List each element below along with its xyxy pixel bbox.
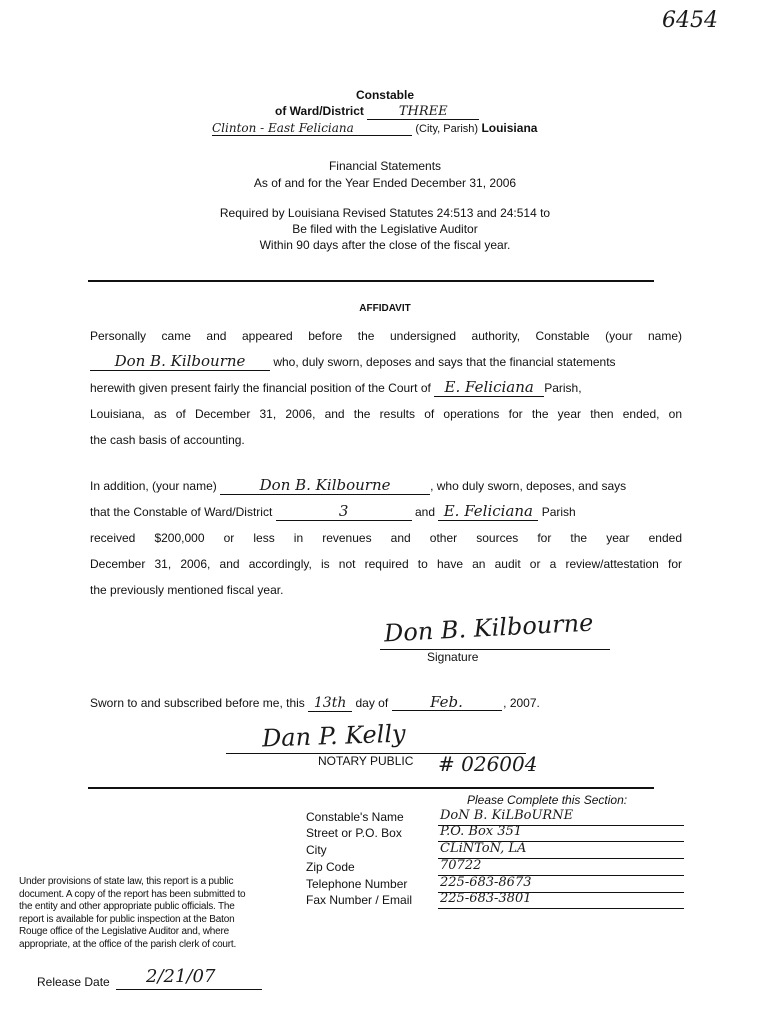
city-line [212,121,537,136]
req-line1: Required by Louisiana Revised Statutes 24:513 and 24:514 to [219,206,551,220]
p1-name: Don B. Kilbourne [90,352,270,371]
ward-line [275,104,479,120]
p2-name: Don B. Kilbourne [220,476,430,495]
p1-line3: herewith given present fairly the financial position of the Court of E. Feliciana Parish, [90,378,582,396]
city-label: (City, Parish) [415,123,479,135]
value-telephone: 225-683-8673 [440,875,532,890]
p2-parish: E. Feliciana [438,502,538,521]
value-street: P.O. Box 351 [440,824,523,839]
state-label: Louisiana [481,121,538,135]
ward-value: THREE [367,104,479,120]
section-heading: Please Complete this Section: [467,793,628,807]
p2-ward: 3 [276,502,412,521]
notary-signature: Dan P. Kelly [261,719,407,753]
value-zip: 70722 [440,858,482,873]
signature-label: Signature [427,650,479,664]
notary-number: # 026004 [438,752,538,776]
affidavit-title: AFFIDAVIT [359,303,411,314]
p2-line2: that the Constable of Ward/District 3 and E. Feliciana Parish [90,502,576,520]
signature-handwritten: Don B. Kilbourne [383,608,594,648]
release-date-line [116,989,262,990]
fs-line2: As of and for the Year Ended December 31, 2006 [253,176,517,190]
value-city: CLiNToN, LA [440,841,527,856]
label-city: City [306,843,327,857]
city-value: Clinton - East Feliciana [212,121,412,136]
section-divider [88,787,654,789]
provisions-notice: Under provisions of state law, this report is a public document. A copy of the report has been submitted to the entity and other appropriate public officials. The report is available for public inspection at the Baton Rouge office of the Legislative Auditor and, where appropriate, at the office of the parish clerk of court. [19,876,246,950]
release-date-value: 2/21/07 [146,966,216,987]
affidavit-paragraph-2 [90,473,682,603]
header-constable: Constable [355,88,414,102]
sworn-month: Feb. [392,694,502,711]
underline-fax [438,908,684,909]
p1-line2: Don B. Kilbourne who, duly sworn, deposes and says that the financial statements [90,349,682,375]
notary-label: NOTARY PUBLIC [318,754,414,768]
label-street: Street or P.O. Box [306,826,402,840]
p2-line5: the previously mentioned fiscal year. [90,583,284,597]
p2-and: and [414,505,436,519]
req-line2: Be filed with the Legislative Auditor [292,222,478,236]
label-zip: Zip Code [306,860,355,874]
p1-line5: the cash basis of accounting. [90,433,245,447]
release-date-label: Release Date [37,975,110,989]
p1-line1: Personally came and appeared before the undersigned authority, Constable (your name) [90,329,682,343]
p1-parish: E. Feliciana [434,378,544,397]
sworn-year: , 2007. [503,696,540,710]
p2-line1: In addition, (your name) Don B. Kilbourne , who duly sworn, deposes, and says [90,476,627,494]
fs-line1: Financial Statements [328,159,442,173]
sworn-day: 13th [308,695,352,712]
value-constable-name: DoN B. KiLBoURNE [440,808,574,823]
req-line3: Within 90 days after the close of the fiscal year. [259,238,511,252]
label-fax: Fax Number / Email [306,893,413,907]
p2-line3: received $200,000 or less in revenues and other sources for the year ended [90,531,682,545]
value-fax: 225-683-3801 [440,891,532,906]
p1-line4: Louisiana, as of December 31, 2006, and the results of operations for the year then ended, on [90,407,682,421]
page-number: 6454 [662,8,718,33]
p2-line4: December 31, 2006, and accordingly, is not required to have an audit or a review/attestation for [90,557,682,571]
label-telephone: Telephone Number [306,877,408,891]
ward-label: of Ward/District [275,104,364,118]
top-divider [88,280,654,282]
sworn-line: Sworn to and subscribed before me, this 13th day of Feb. , 2007. [90,693,540,711]
affidavit-paragraph-1 [90,323,682,453]
label-constable-name: Constable's Name [306,810,404,824]
signature-line [380,649,610,650]
